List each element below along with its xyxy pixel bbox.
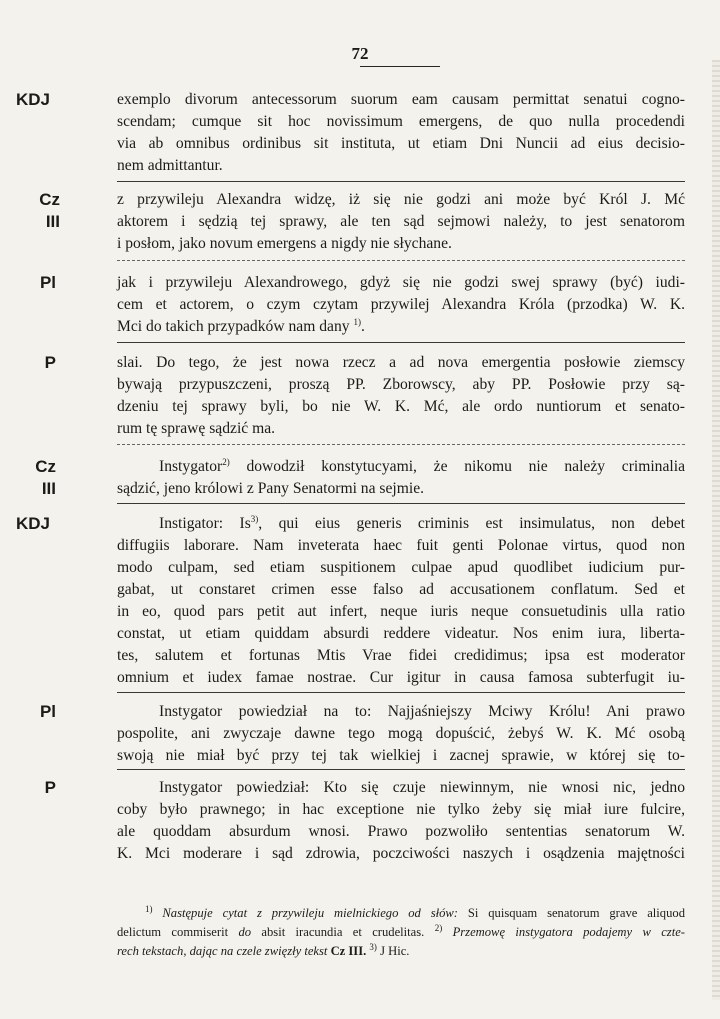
page-number-underline [360, 66, 440, 67]
section-divider [117, 181, 685, 182]
siglum: KDJ [16, 90, 51, 109]
footnote-text: J Hic. [376, 944, 410, 958]
siglum: P [44, 353, 56, 372]
footnote-ref: 3) [250, 513, 259, 524]
footnote-italic: rech tekstach, dając na czele zwięzły tekst [117, 944, 328, 958]
siglum: Cz [39, 190, 60, 209]
text-line: K. Mci moderare i sąd zdrowia, poczciwości naszych i osądzenia majętności [117, 845, 685, 862]
text-line: aktorem i sędzią tej sprawy, ale ten sąd sejmowi należy, to jest senatorom [117, 213, 685, 230]
footnote-italic: Przemowę instygatora podajemy w czte- [452, 925, 685, 939]
siglum: Pl [39, 702, 56, 721]
text-line: bywają przypuszczeni, proszą PP. Zborowscy, aby PP. Posłowie przy są- [117, 376, 685, 393]
footnote-ref: 2) [222, 456, 230, 467]
section-divider [117, 260, 685, 261]
text-line: exemplo divorum antecessorum suorum eam causam permittat senatui cogno- [117, 91, 685, 108]
text-line: nem admittantur. [117, 157, 223, 174]
text-line: i posłom, jako novum emergens a nigdy nie słychane. [117, 235, 452, 252]
footnote-line [145, 904, 685, 923]
text-line: in eo, quod pars petit aut infert, neque iuris neque consuetudinis ulla ratio [117, 603, 685, 620]
text-line: sądzić, jeno królowi z Pany Senatormi na sejmie. [117, 480, 425, 497]
section-divider [117, 692, 685, 693]
text-line: ale quoddam absurdum wnosi. Prawo pozwoliło sententias senatorum W. [117, 823, 685, 840]
text-line: constat, ut etiam quiddam absurdi reddere videatur. Nos enim iura, liberta- [117, 625, 685, 642]
text-line: swoją nie miał być przy tej tak wielkiej i zacnej sprawie, w której się to- [117, 747, 685, 764]
lead-word: Instigator: Is [159, 515, 251, 532]
lead-word: Instygator [159, 458, 223, 475]
footnote-text: absit iracundia et crudelitas. [251, 925, 425, 939]
text-line: z przywileju Alexandra widzę, iż się nie godzi ani może być Król J. Mć [117, 191, 685, 208]
siglum: Pl [39, 273, 56, 292]
text-line: cem et actorem, o czym czytam przywilej Alexandra Króla (przodka) W. K. [117, 296, 685, 313]
text-line: Instygator powiedział: Kto się czuje niewinnym, nie wnosi nic, jedno [159, 779, 685, 796]
footnote-marker: 3) [369, 941, 377, 952]
text-line: coby było prawnego; in hac exceptione nie tylko żeby się miał iure fulcire, [117, 801, 685, 818]
page-edge-shadow [712, 60, 720, 1000]
text-line-with-note [159, 456, 685, 478]
text-line: tes, salutem et fortunas Mtis Vrae fidei credidimus; ipsa est moderator [117, 647, 685, 664]
section-divider [117, 503, 685, 504]
text-line-with-note: Mci do takich przypadków nam dany $^{1)}$. [117, 316, 365, 335]
text-line: modo culpam, sed etiam suspitionem culpae apud quodlibet iudicium pur- [117, 559, 685, 576]
text-fragment: dowodził konstytucyami, że nikomu nie należy criminalia [229, 458, 685, 475]
footnote-bold: Cz III. [327, 944, 367, 958]
text-line: Instygator powiedział na to: Najjaśniejszy Mciwy Królu! Ani prawo [159, 703, 685, 720]
page-number: 72 [351, 44, 369, 63]
section-divider [117, 769, 685, 770]
footnote-marker: 2) [434, 922, 443, 933]
footnote-text: delictum commiserit [117, 925, 239, 939]
siglum: KDJ [16, 514, 51, 533]
footnote-line [117, 923, 685, 942]
text-fragment: Mci do takich przypadków nam dany [117, 318, 350, 335]
section-divider [117, 444, 685, 445]
text-line-with-note [159, 513, 685, 535]
text-line: slai. Do tego, że jest nowa rzecz a ad nova emergentia posłowie ziemscy [117, 354, 685, 371]
siglum: Cz [35, 457, 56, 476]
footnote-italic: do [238, 925, 252, 939]
footnote-italic: Następuje cytat z przywileju mielnickiego od słów: [162, 906, 458, 920]
text-line: diffugiis laborare. Nam inveterata haec fuit genti Polonae virtus, quod non [117, 537, 685, 554]
siglum: P [44, 778, 56, 797]
text-line: gabat, ut constaret crimen esse falso ad accusationem conflatum. Sed et [117, 581, 685, 598]
footnote-line [117, 942, 685, 961]
text-fragment: , qui eius generis criminis est insimulatus, non debet [258, 515, 685, 532]
text-line: jak i przywileju Alexandrowego, gdyż się nie godzi swej sprawy (być) iudi- [117, 274, 685, 291]
text-line: pospolite, ani zwyczaje dawne tego mogą dopuścić, żebyś W. K. Mć osobą [117, 725, 685, 742]
footnote-marker: 1) [145, 903, 153, 914]
footnote-ref: 1) [353, 316, 361, 327]
text-line: via ab omnibus ordinibus sit instituta, ut etiam Dni Nuncii ad eius decisio- [117, 135, 685, 152]
text-line: rum tę sprawę sądzić ma. [117, 420, 276, 437]
footnote-text: Si quisquam senatorum grave aliquod [458, 906, 685, 920]
text-line: omnium et iudex famae nostrae. Cur igitur in causa famosa subterfugit iu- [117, 669, 685, 686]
siglum-roman: III [45, 212, 60, 231]
section-divider [117, 342, 685, 343]
text-line: scendam; cumque sit hoc novissimum emergens, de quo nulla procedendi [117, 113, 685, 130]
siglum-roman: III [41, 479, 56, 498]
text-line: dzeniu tej sprawy byli, bo nie W. K. Mć, ale ordo nuntiorum et senato- [117, 398, 685, 415]
